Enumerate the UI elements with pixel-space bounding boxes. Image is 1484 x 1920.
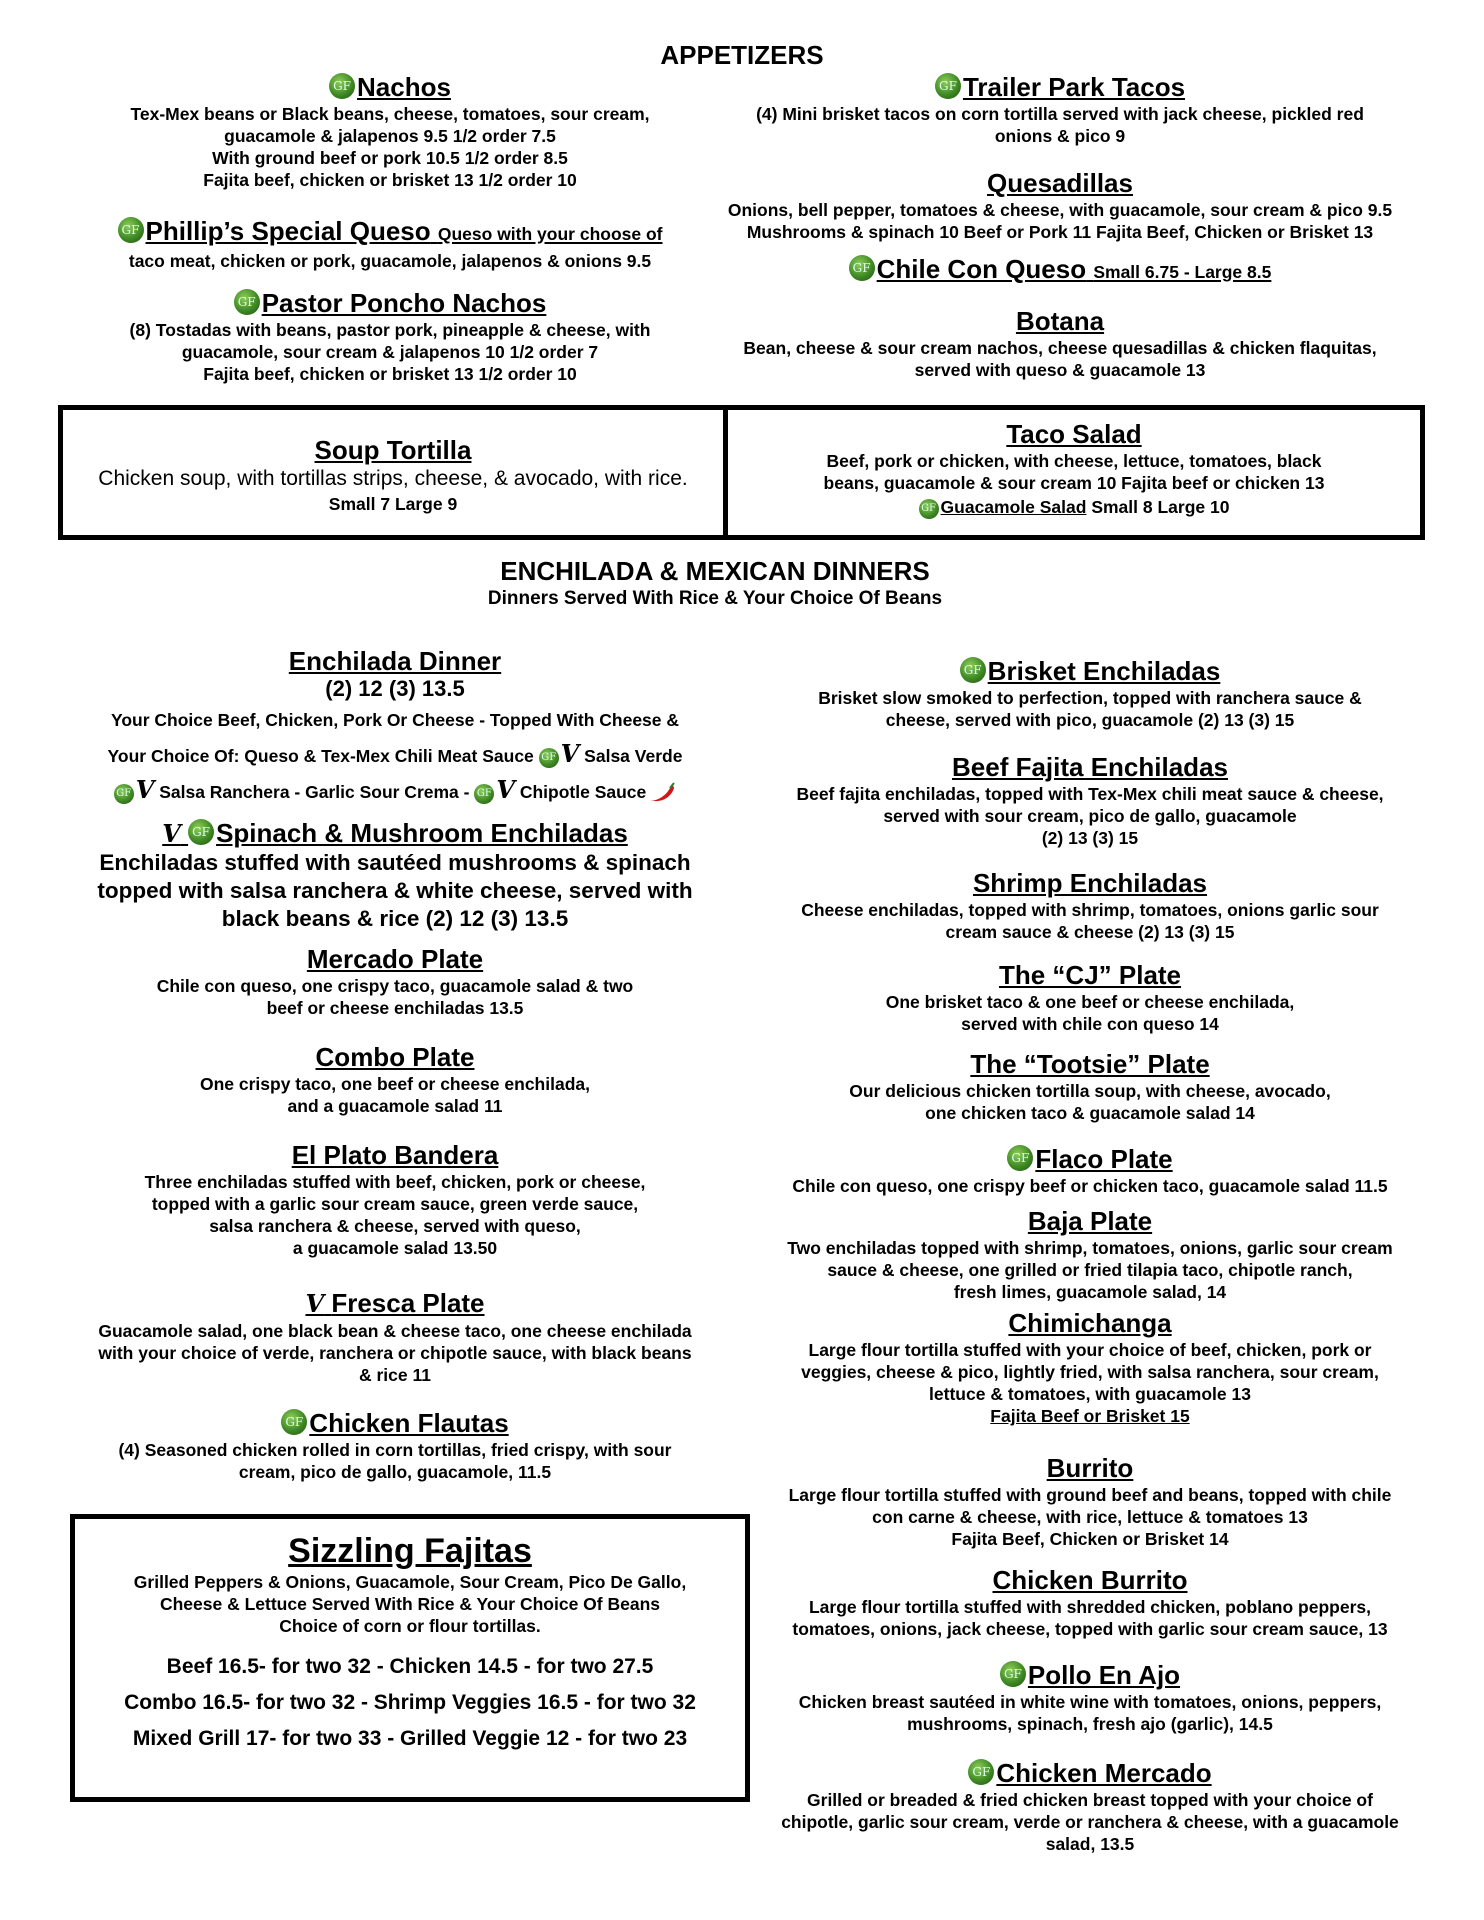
botana-desc: served with queso & guacamole 13 — [914, 360, 1206, 380]
chicken-mercado-item — [740, 1758, 1440, 1855]
nachos-desc: guacamole & jalapenos 9.5 1/2 order 7.5 — [224, 126, 556, 146]
shrimp-desc: Cheese enchiladas, topped with shrimp, tomatoes, onions garlic sour — [801, 900, 1379, 920]
baja-plate-item — [740, 1206, 1440, 1303]
trailer-desc: (4) Mini brisket tacos on corn tortilla served with jack cheese, pickled red — [756, 104, 1364, 124]
mercado-title: Mercado Plate — [306, 944, 484, 974]
bandera-desc: topped with a garlic sour cream sauce, green verde sauce, — [151, 1194, 639, 1214]
trailer-park-tacos-item — [700, 72, 1420, 147]
chicken-mercado-desc: chipotle, garlic sour cream, verde or ranchera & cheese, with a guacamole — [781, 1812, 1399, 1832]
chile-queso-price: Small 6.75 - Large 8.5 — [1093, 262, 1272, 282]
fresca-desc: with your choice of verde, ranchera or chipotle sauce, with black beans — [98, 1343, 692, 1363]
chimichanga-desc: Large flour tortilla stuffed with your choice of beef, chicken, pork or — [808, 1340, 1372, 1360]
nachos-desc: With ground beef or pork 10.5 1/2 order 8.5 — [212, 148, 568, 168]
trailer-title: Trailer Park Tacos — [962, 72, 1186, 102]
brisket-desc: cheese, served with pico, guacamole (2) 13 (3) 15 — [885, 710, 1295, 730]
fajitas-desc: Grilled Peppers & Onions, Guacamole, Sour Cream, Pico De Gallo, — [133, 1572, 687, 1592]
vegetarian-icon: V — [135, 775, 155, 804]
taco-salad-item — [723, 419, 1425, 519]
chimichanga-item — [740, 1308, 1440, 1427]
gluten-free-icon: GF — [1000, 1661, 1026, 1687]
chicken-mercado-title: Chicken Mercado — [996, 1758, 1212, 1788]
beef-fajita-enchiladas-item — [740, 752, 1440, 849]
baja-title: Baja Plate — [1027, 1206, 1153, 1236]
taco-salad-desc: beans, guacamole & sour cream 10 Fajita beef or chicken 13 — [823, 473, 1325, 493]
gluten-free-icon: GF — [188, 819, 214, 845]
gluten-free-icon: GF — [329, 73, 355, 99]
burrito-desc: con carne & cheese, with rice, lettuce & tomatoes 13 — [872, 1507, 1308, 1527]
tootsie-desc: Our delicious chicken tortilla soup, with cheese, avocado, — [849, 1081, 1331, 1101]
bandera-desc: a guacamole salad 13.50 — [292, 1238, 498, 1258]
enchilada-dinner-price: (2) 12 (3) 13.5 — [325, 676, 465, 701]
enchilada-dinner-title: Enchilada Dinner — [288, 646, 502, 676]
baja-desc: sauce & cheese, one grilled or fried tilapia taco, chipotle ranch, — [827, 1260, 1353, 1280]
pollo-en-ajo-item — [740, 1660, 1440, 1735]
soup-desc: Chicken soup, with tortillas strips, cheese, & avocado, with rice. — [98, 467, 688, 490]
beef-fajita-ench-desc: Beef fajita enchiladas, topped with Tex-Mex chili meat sauce & cheese, — [796, 784, 1384, 804]
spinach-desc: topped with salsa ranchera & white cheese, served with — [97, 878, 693, 903]
burrito-item — [740, 1453, 1440, 1550]
guacamole-salad-label: Guacamole Salad — [940, 497, 1087, 517]
enchilada-dinner-item — [40, 646, 750, 809]
gluten-free-icon: GF — [968, 1759, 994, 1785]
quesadillas-item — [700, 168, 1420, 243]
tootsie-plate-item — [740, 1049, 1440, 1124]
flautas-desc: cream, pico de gallo, guacamole, 11.5 — [238, 1462, 552, 1482]
fajitas-price-line: Combo 16.5- for two 32 - Shrimp Veggies 16.5 - for two 32 — [124, 1691, 696, 1714]
spinach-desc: black beans & rice (2) 12 (3) 13.5 — [221, 906, 569, 931]
nachos-item — [40, 72, 740, 191]
botana-title: Botana — [1015, 306, 1105, 336]
baja-desc: Two enchiladas topped with shrimp, tomatoes, onions, garlic sour cream — [787, 1238, 1393, 1258]
brisket-title: Brisket Enchiladas — [987, 656, 1221, 686]
gluten-free-icon: GF — [114, 784, 134, 804]
cj-title: The “CJ” Plate — [998, 960, 1182, 990]
chimichanga-fajita-option: Fajita Beef or Brisket 15 — [990, 1406, 1190, 1426]
chicken-burrito-title: Chicken Burrito — [992, 1565, 1188, 1595]
spinach-title: Spinach & Mushroom Enchiladas — [216, 818, 628, 848]
chimichanga-desc: veggies, cheese & pico, lightly fried, with salsa ranchera, sour cream, — [801, 1362, 1379, 1382]
beef-fajita-ench-desc: (2) 13 (3) 15 — [1041, 828, 1139, 848]
combo-desc: and a guacamole salad 11 — [287, 1096, 503, 1116]
shrimp-enchiladas-item — [740, 868, 1440, 943]
baja-desc: fresh limes, guacamole salad, 14 — [953, 1282, 1227, 1302]
phillips-queso-item — [40, 216, 740, 272]
pastor-desc: guacamole, sour cream & jalapenos 10 1/2 order 7 — [181, 342, 599, 362]
phillips-title: Phillip’s Special Queso — [145, 216, 431, 246]
burrito-title: Burrito — [1046, 1453, 1134, 1483]
quesadillas-desc: Onions, bell pepper, tomatoes & cheese, with guacamole, sour cream & pico 9.5 — [727, 200, 1393, 220]
beef-fajita-ench-title: Beef Fajita Enchiladas — [952, 752, 1228, 782]
nachos-desc: Tex-Mex beans or Black beans, cheese, tomatoes, sour cream, — [130, 104, 650, 124]
soup-tortilla-item — [58, 435, 728, 515]
cj-desc: One brisket taco & one beef or cheese enchilada, — [885, 992, 1295, 1012]
combo-title: Combo Plate — [315, 1042, 475, 1072]
bandera-desc: salsa ranchera & cheese, served with queso, — [209, 1216, 581, 1236]
fajitas-desc: Cheese & Lettuce Served With Rice & Your Choice Of Beans — [159, 1594, 661, 1614]
guacamole-salad-price: Small 8 Large 10 — [1091, 497, 1230, 517]
fresca-desc: & rice 11 — [359, 1365, 431, 1385]
fresca-desc: Guacamole salad, one black bean & cheese taco, one cheese enchilada — [98, 1321, 692, 1341]
chile-queso-title: Chile Con Queso — [876, 254, 1087, 284]
chicken-burrito-desc: tomatoes, onions, jack cheese, topped with garlic sour cream sauce, 13 — [792, 1619, 1388, 1639]
flautas-desc: (4) Seasoned chicken rolled in corn tortillas, fried crispy, with sour — [118, 1440, 672, 1460]
mercado-desc: beef or cheese enchiladas 13.5 — [266, 998, 524, 1018]
chicken-burrito-desc: Large flour tortilla stuffed with shredded chicken, poblano peppers, — [808, 1597, 1371, 1617]
taco-salad-desc: Beef, pork or chicken, with cheese, lettuce, tomatoes, black — [826, 451, 1322, 471]
phillips-inline-desc: Queso with your choose of — [437, 224, 663, 244]
chimichanga-title: Chimichanga — [1008, 1308, 1172, 1338]
chicken-mercado-desc: Grilled or breaded & fried chicken breast topped with your choice of — [807, 1790, 1373, 1810]
enchilada-dinner-desc: Chipotle Sauce — [519, 782, 647, 802]
flaco-title: Flaco Plate — [1035, 1144, 1173, 1174]
brisket-desc: Brisket slow smoked to perfection, topped with ranchera sauce & — [818, 688, 1362, 708]
gluten-free-icon: GF — [1007, 1145, 1033, 1171]
pastor-nachos-item — [40, 288, 740, 385]
combo-plate-item — [40, 1042, 750, 1117]
dinners-heading: ENCHILADA & MEXICAN DINNERS — [500, 556, 930, 586]
pastor-title: Pastor Poncho Nachos — [261, 288, 547, 318]
chicken-burrito-item — [740, 1565, 1440, 1640]
combo-desc: One crispy taco, one beef or cheese enchilada, — [199, 1074, 590, 1094]
fajitas-desc: Choice of corn or flour tortillas. — [279, 1616, 541, 1636]
flaco-desc: Chile con queso, one crispy beef or chicken taco, guacamole salad 11.5 — [792, 1176, 1388, 1196]
fresca-title: Fresca Plate — [331, 1288, 485, 1318]
spinach-desc: Enchiladas stuffed with sautéed mushrooms & spinach — [99, 850, 691, 875]
beef-fajita-ench-desc: served with sour cream, pico de gallo, guacamole — [883, 806, 1297, 826]
dinners-subheading: Dinners Served With Rice & Your Choice Of Beans — [487, 588, 943, 609]
vegetarian-icon: V — [162, 819, 181, 848]
vegetarian-icon: V — [560, 739, 580, 768]
gluten-free-icon: GF — [539, 748, 559, 768]
fajitas-price-line: Mixed Grill 17- for two 33 - Grilled Veggie 12 - for two 23 — [132, 1727, 688, 1750]
pastor-desc: Fajita beef, chicken or brisket 13 1/2 order 10 — [203, 364, 577, 384]
enchilada-dinner-desc: Salsa Ranchera - Garlic Sour Crema - — [159, 782, 470, 802]
spinach-mushroom-item — [40, 818, 750, 933]
gluten-free-icon: GF — [281, 1409, 307, 1435]
taco-salad-title: Taco Salad — [1006, 419, 1142, 449]
soup-price: Small 7 Large 9 — [328, 494, 458, 514]
nachos-desc: Fajita beef, chicken or brisket 13 1/2 order 10 — [203, 170, 577, 190]
el-plato-bandera-item — [40, 1140, 750, 1259]
chile-con-queso-item — [700, 254, 1420, 287]
pollo-desc: mushrooms, spinach, fresh ajo (garlic), 14.5 — [907, 1714, 1273, 1734]
gluten-free-icon: GF — [960, 657, 986, 683]
vegetarian-icon: V — [305, 1289, 325, 1318]
phillips-desc: taco meat, chicken or pork, guacamole, jalapenos & onions 9.5 — [128, 251, 652, 271]
cj-plate-item — [740, 960, 1440, 1035]
sizzling-fajitas-item — [70, 1532, 750, 1757]
mercado-desc: Chile con queso, one crispy taco, guacamole salad & two — [156, 976, 634, 996]
enchilada-dinner-desc: Salsa Verde — [584, 746, 683, 766]
trailer-desc: onions & pico 9 — [994, 126, 1126, 146]
gluten-free-icon: GF — [935, 73, 961, 99]
fajitas-price-line: Beef 16.5- for two 32 - Chicken 14.5 - for two 27.5 — [166, 1655, 654, 1678]
gluten-free-icon: GF — [474, 784, 494, 804]
cj-desc: served with chile con queso 14 — [961, 1014, 1219, 1034]
shrimp-desc: cream sauce & cheese (2) 13 (3) 15 — [945, 922, 1235, 942]
bandera-title: El Plato Bandera — [291, 1140, 499, 1170]
nachos-title: Nachos — [357, 72, 451, 102]
quesadillas-title: Quesadillas — [987, 168, 1133, 198]
pollo-title: Pollo En Ajo — [1027, 1660, 1181, 1690]
mercado-plate-item — [40, 944, 750, 1019]
chicken-flautas-item — [40, 1408, 750, 1483]
spicy-pepper-icon — [646, 782, 676, 804]
tootsie-desc: one chicken taco & guacamole salad 14 — [925, 1103, 1255, 1123]
botana-item — [700, 306, 1420, 381]
gluten-free-icon: GF — [234, 289, 260, 315]
burrito-desc: Fajita Beef, Chicken or Brisket 14 — [951, 1529, 1229, 1549]
botana-desc: Bean, cheese & sour cream nachos, cheese quesadillas & chicken flaquitas, — [743, 338, 1377, 358]
pollo-desc: Chicken breast sautéed in white wine with tomatoes, onions, peppers, — [798, 1692, 1382, 1712]
gluten-free-icon: GF — [118, 217, 144, 243]
soup-title: Soup Tortilla — [314, 435, 472, 465]
enchilada-dinner-desc: Your Choice Beef, Chicken, Pork Or Cheese - Topped With Cheese & — [110, 710, 680, 730]
chimichanga-desc: lettuce & tomatoes, with guacamole 13 — [929, 1384, 1251, 1404]
appetizers-heading: APPETIZERS — [660, 40, 824, 70]
gluten-free-icon: GF — [849, 255, 875, 281]
gluten-free-icon: GF — [919, 499, 939, 519]
pastor-desc: (8) Tostadas with beans, pastor pork, pineapple & cheese, with — [129, 320, 651, 340]
enchilada-dinner-desc: Your Choice Of: Queso & Tex-Mex Chili Meat Sauce — [107, 746, 534, 766]
flautas-title: Chicken Flautas — [309, 1408, 509, 1438]
fresca-plate-item — [40, 1288, 750, 1386]
chicken-mercado-desc: salad, 13.5 — [1045, 1834, 1135, 1854]
vegetarian-icon: V — [496, 775, 515, 804]
bandera-desc: Three enchiladas stuffed with beef, chicken, pork or cheese, — [144, 1172, 646, 1192]
shrimp-title: Shrimp Enchiladas — [972, 868, 1208, 898]
fajitas-title: Sizzling Fajitas — [288, 1532, 532, 1570]
tootsie-title: The “Tootsie” Plate — [970, 1049, 1210, 1079]
quesadillas-desc: Mushrooms & spinach 10 Beef or Pork 11 Fajita Beef, Chicken or Brisket 13 — [746, 222, 1374, 242]
flaco-plate-item — [740, 1144, 1440, 1197]
brisket-enchiladas-item — [740, 656, 1440, 731]
burrito-desc: Large flour tortilla stuffed with ground beef and beans, topped with chile — [788, 1485, 1392, 1505]
